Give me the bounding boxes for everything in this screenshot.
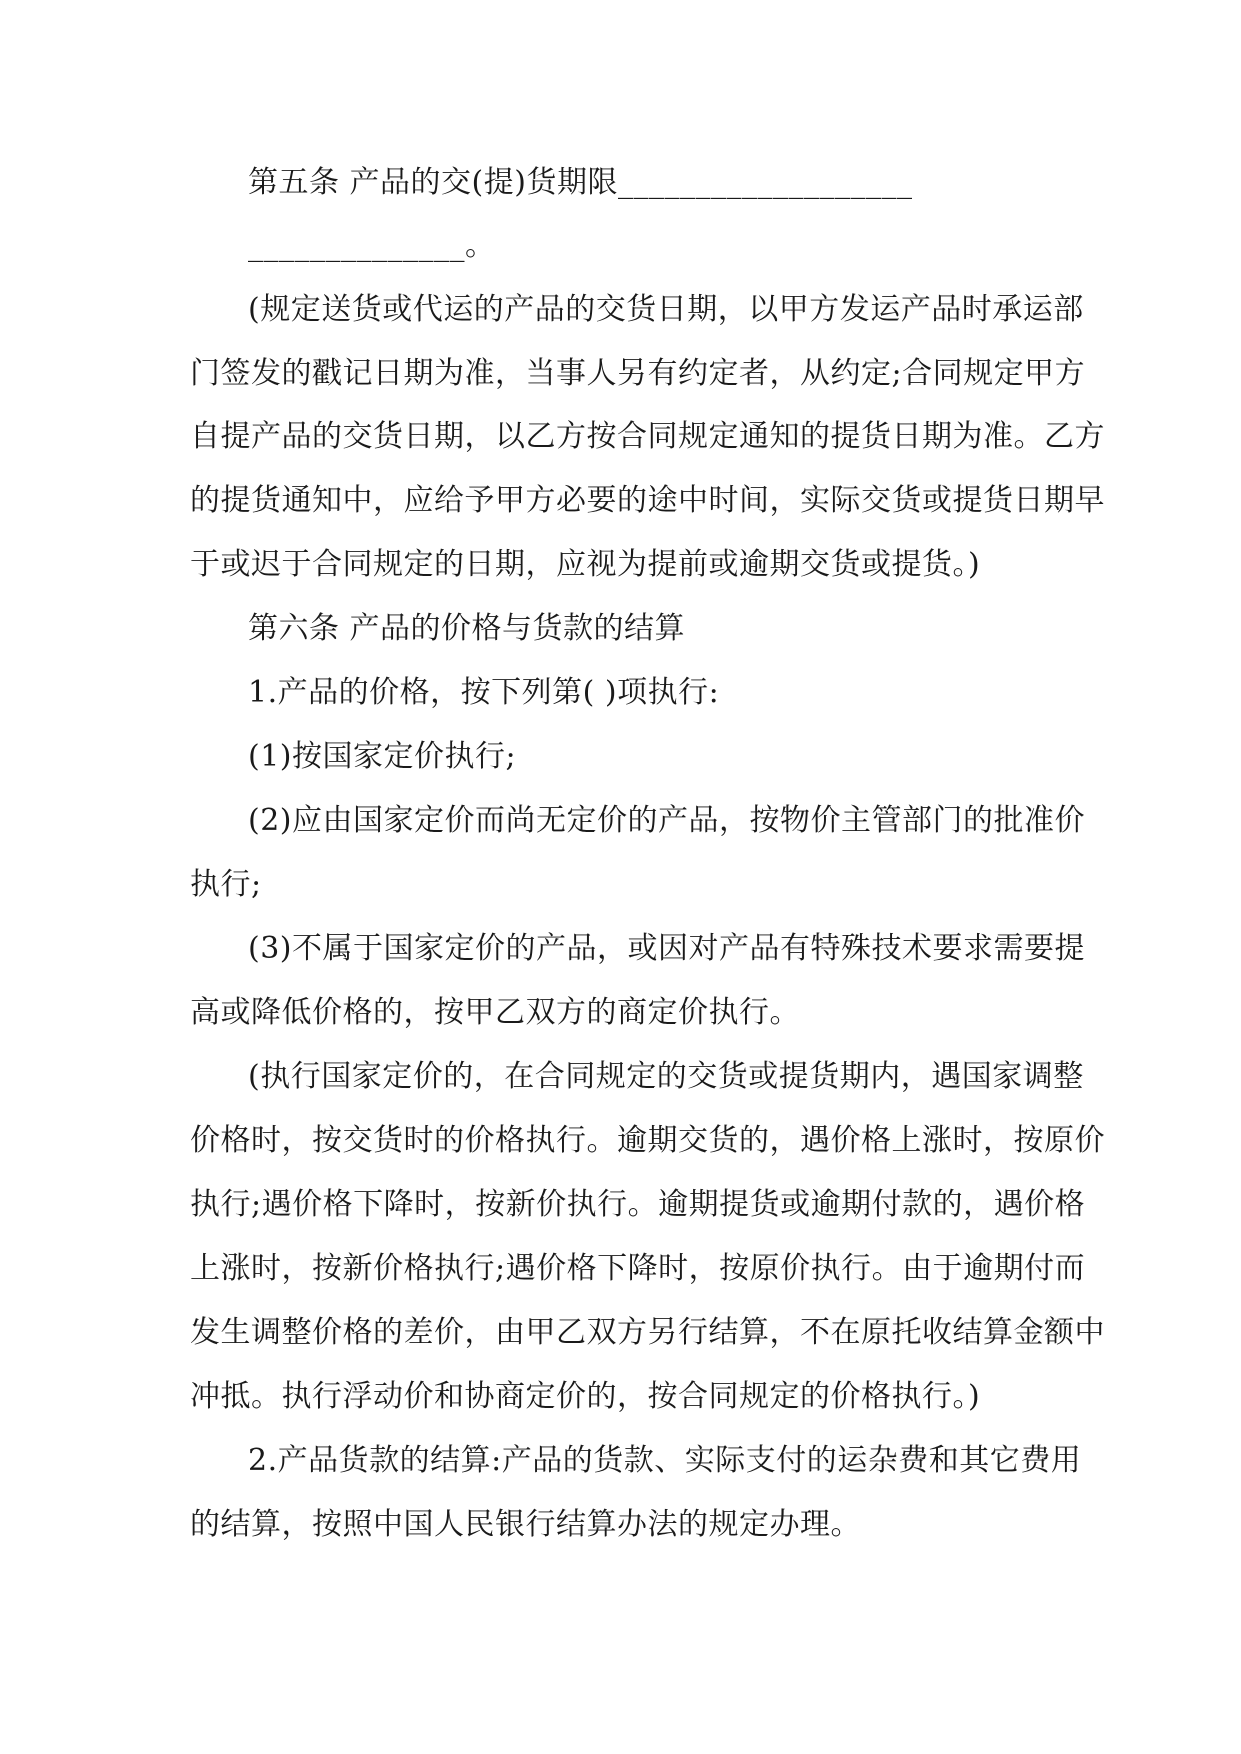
sub-item-2: (2)应由国家定价而尚无定价的产品，按物价主管部门的批准价 — [248, 803, 1085, 838]
paragraph-line: 发生调整价格的差价，由甲乙双方另行结算，不在原托收结算金额中 — [190, 1315, 1105, 1350]
paragraph-line: 门签发的戳记日期为准，当事人另有约定者，从约定;合同规定甲方 — [190, 356, 1086, 391]
paragraph-line: 执行;遇价格下降时，按新价执行。逾期提货或逾期付款的，遇价格 — [190, 1187, 1086, 1222]
paragraph-line: 自提产品的交货日期，以乙方按合同规定通知的提货日期为准。乙方 — [190, 419, 1105, 454]
article-5-heading: 第五条 产品的交(提)货期限___________________ — [248, 165, 913, 200]
sub-item-3: (3)不属于国家定价的产品，或因对产品有特殊技术要求需要提 — [248, 931, 1085, 966]
paragraph-line: 的提货通知中，应给予甲方必要的途中时间，实际交货或提货日期早 — [190, 483, 1105, 518]
paragraph-line: 上涨时，按新价格执行;遇价格下降时，按原价执行。由于逾期付而 — [190, 1251, 1086, 1286]
paragraph-line: 冲抵。执行浮动价和协商定价的，按合同规定的价格执行。) — [190, 1379, 981, 1414]
paragraph-line: (执行国家定价的，在合同规定的交货或提货期内，遇国家调整 — [248, 1059, 1084, 1094]
paragraph-line: 执行; — [190, 867, 262, 902]
paragraph-line: 的结算，按照中国人民银行结算办法的规定办理。 — [190, 1507, 861, 1542]
sub-item-1: (1)按国家定价执行; — [248, 739, 517, 774]
article-5-blank-continuation: ______________。 — [248, 228, 496, 263]
article-6-heading: 第六条 产品的价格与货款的结算 — [248, 611, 686, 646]
item-1-heading: 1.产品的价格，按下列第( )项执行: — [248, 675, 720, 710]
paragraph-line: 高或降低价格的，按甲乙双方的商定价执行。 — [190, 995, 800, 1030]
paragraph-line: 于或迟于合同规定的日期，应视为提前或逾期交货或提货。) — [190, 547, 981, 582]
paragraph-line: 价格时，按交货时的价格执行。逾期交货的，遇价格上涨时，按原价 — [190, 1123, 1105, 1158]
paragraph-line: (规定送货或代运的产品的交货日期，以甲方发运产品时承运部 — [248, 292, 1084, 327]
item-2-heading: 2.产品货款的结算:产品的货款、实际支付的运杂费和其它费用 — [248, 1443, 1082, 1478]
